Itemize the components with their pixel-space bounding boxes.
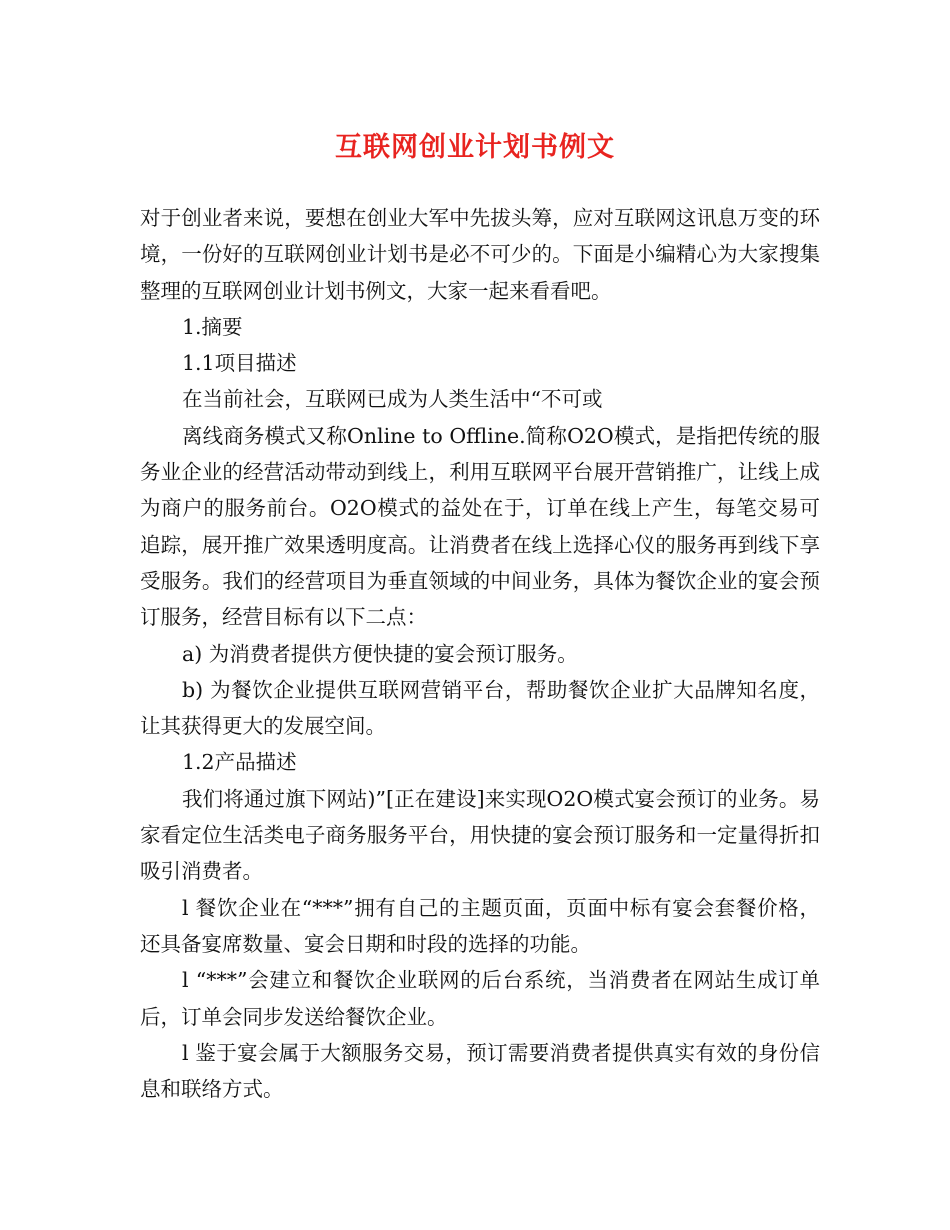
paragraph-society: 在当前社会，互联网已成为人类生活中“不可或	[182, 387, 603, 412]
document-body	[140, 200, 820, 1107]
bullet-item-1: l 餐饮企业在“***”拥有自己的主题页面，页面中标有宴会套餐价格，还具备宴席数量、宴会日期和时段的选择的功能。	[140, 895, 820, 956]
subsection-heading-product: 1.2产品描述	[182, 750, 297, 775]
bullet-item-2: l “***”会建立和餐饮企业联网的后台系统，当消费者在网站生成订单后，订单会同步发送给餐饮企业。	[140, 968, 820, 1029]
list-item-a: a) 为消费者提供方便快捷的宴会预订服务。	[182, 641, 578, 666]
list-item-b: b) 为餐饮企业提供互联网营销平台，帮助餐饮企业扩大品牌知名度，让其获得更大的发展空间。	[140, 677, 820, 739]
document-title: 互联网创业计划书例文	[335, 132, 615, 163]
paragraph-o2o: 离线商务模式又称Online to Offline.简称O2O模式，是指把传统的服务业企业的经营活动带动到线上，利用互联网平台展开营销推广，让线上成为商户的服务前台。O2O模式的益处在于，订单在线上产生，每笔交易可追踪，展开推广效果透明度高。让消费者在线上选择心仪的服务再到线下享受服务。我们的经营项目为垂直领域的中间业务，具体为餐饮企业的宴会预订服务，经营目标有以下二点：	[140, 423, 820, 630]
section-heading-summary: 1.摘要	[182, 314, 243, 339]
bullet-item-3: l 鉴于宴会属于大额服务交易，预订需要消费者提供真实有效的身份信息和联络方式。	[140, 1040, 820, 1102]
subsection-heading-project: 1.1项目描述	[182, 351, 297, 376]
paragraph-website: 我们将通过旗下网站)”[正在建设]来实现O2O模式宴会预订的业务。易家看定位生活类电子商务服务平台，用快捷的宴会预订服务和一定量得折扣吸引消费者。	[140, 786, 820, 884]
intro-paragraph: 对于创业者来说，要想在创业大军中先拔头筹，应对互联网这讯息万变的环境，一份好的互联网创业计划书是必不可少的。下面是小编精心为大家搜集整理的互联网创业计划书例文，大家一起来看看吧。	[140, 206, 820, 303]
